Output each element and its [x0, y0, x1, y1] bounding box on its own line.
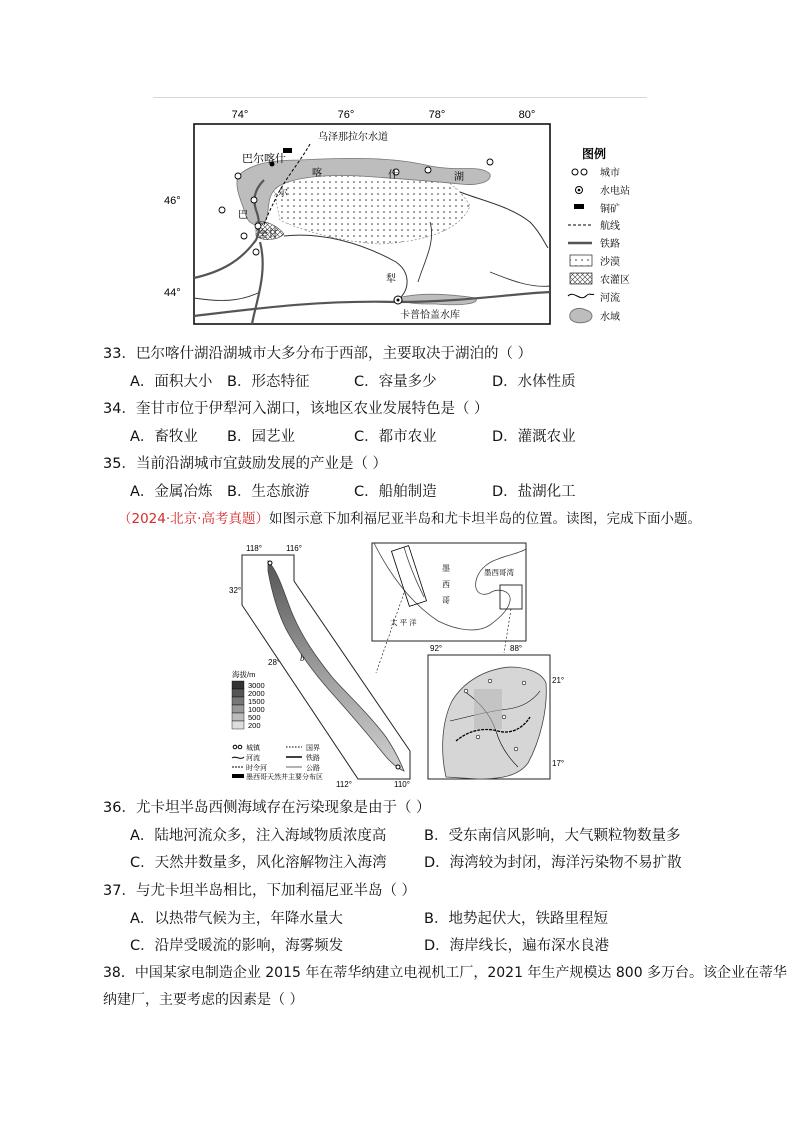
svg-text:21°: 21° [552, 676, 565, 685]
option[interactable]: C．船舶制造 [354, 484, 437, 500]
svg-text:河流: 河流 [600, 293, 620, 304]
svg-text:水电站: 水电站 [600, 186, 630, 197]
reservoir-label: 卡普恰盖水库 [400, 310, 460, 321]
option[interactable]: A．陆地河流众多，注入海域物质浓度高 [130, 828, 387, 844]
svg-text:哥: 哥 [442, 596, 450, 605]
svg-text:喀: 喀 [312, 168, 322, 179]
source-tag: （2024·北京·高考真题） [118, 511, 269, 527]
svg-text:3000: 3000 [248, 681, 265, 690]
lat-tick: 46° [164, 195, 181, 207]
option[interactable]: A．面积大小 [130, 374, 213, 390]
question-35: 35．当前沿湖城市宜鼓励发展的产业是（ ） [103, 456, 388, 472]
svg-text:西: 西 [442, 580, 450, 589]
option[interactable]: D．水体性质 [492, 374, 576, 390]
svg-text:湖: 湖 [454, 172, 464, 183]
svg-text:17°: 17° [552, 759, 565, 768]
elevation-title: 海拔/m [232, 670, 256, 679]
question-34: 34．奎甘市位于伊犁河入湖口，该地区农业发展特色是（ ） [103, 401, 489, 417]
question-36: 36．尤卡坦半岛西侧海域存在污染现象是由于（ ） [103, 800, 431, 816]
legend-title: 图例 [582, 147, 607, 161]
option[interactable]: A．金属冶炼 [130, 484, 213, 500]
svg-text:巴: 巴 [238, 210, 248, 221]
svg-text:水域: 水域 [600, 312, 620, 323]
option[interactable]: B．园艺业 [227, 429, 295, 445]
city-balkhash-label: 巴尔喀什 [242, 153, 286, 165]
svg-text:河流: 河流 [246, 755, 260, 762]
svg-text:32°: 32° [229, 586, 242, 595]
svg-text:铜矿: 铜矿 [600, 204, 620, 215]
svg-text:城市: 城市 [600, 168, 620, 179]
svg-text:铁路: 铁路 [306, 755, 320, 762]
question-37: 37．与尤卡坦半岛相比，下加利福尼亚半岛（ ） [103, 883, 417, 899]
svg-text:墨西哥天然井主要分布区: 墨西哥天然井主要分布区 [246, 774, 323, 781]
svg-text:墨: 墨 [442, 564, 450, 573]
svg-text:时令河: 时令河 [246, 765, 267, 772]
option[interactable]: B．生态旅游 [227, 484, 310, 500]
option[interactable]: A．畜牧业 [130, 429, 198, 445]
svg-text:110°: 110° [394, 780, 410, 789]
header-rule [153, 97, 647, 98]
option[interactable]: C．天然井数量多，风化溶解物注入海湾 [130, 855, 387, 871]
svg-text:航线: 航线 [600, 221, 620, 232]
option[interactable]: D．海岸线长，遍布深水良港 [424, 938, 610, 954]
svg-text:1000: 1000 [248, 705, 265, 714]
svg-text:犁: 犁 [386, 274, 396, 285]
svg-text:118°: 118° [246, 544, 262, 553]
svg-text:城镇: 城镇 [246, 745, 260, 752]
lon-tick: 80° [518, 109, 536, 121]
option[interactable]: B．受东南信风影响，大气颗粒物数量多 [424, 828, 681, 844]
svg-text:公路: 公路 [306, 765, 320, 772]
option[interactable]: B．形态特征 [227, 374, 310, 390]
b-label: b [300, 653, 305, 663]
source-line: （2024·北京·高考真题）如图示意下加利福尼亚半岛和尤卡坦半岛的位置。读图，完成下面小题。 [118, 511, 701, 527]
option[interactable]: D．盐湖化工 [492, 484, 576, 500]
channel-label: 乌泽那拉尔水道 [318, 132, 388, 143]
lon-tick: 78° [428, 109, 446, 121]
option[interactable]: C．沿岸受暖流的影响，海雾频发 [130, 938, 344, 954]
svg-text:116°: 116° [286, 544, 302, 553]
balkhash-map [160, 102, 640, 330]
question-33: 33．巴尔喀什湖沿湖城市大多分布于西部，主要取决于湖泊的（ ） [103, 346, 533, 362]
city-kuigan-label: 奎甘 [258, 229, 278, 240]
svg-text:国界: 国界 [306, 745, 320, 752]
svg-text:88°: 88° [510, 644, 523, 653]
svg-text:太 平 洋: 太 平 洋 [390, 618, 417, 627]
lat-tick: 44° [164, 287, 181, 299]
svg-text:112°: 112° [336, 780, 352, 789]
svg-text:沙漠: 沙漠 [600, 257, 620, 268]
lon-tick: 76° [337, 109, 355, 121]
svg-text:2000: 2000 [248, 689, 265, 698]
svg-text:尔: 尔 [278, 188, 288, 199]
svg-text:1500: 1500 [248, 697, 265, 706]
svg-text:200: 200 [248, 721, 261, 730]
question-38-cont: 纳建厂，主要考虑的因素是（ ） [103, 992, 304, 1008]
svg-text:28°: 28° [268, 658, 281, 667]
option[interactable]: B．地势起伏大，铁路里程短 [424, 911, 608, 927]
svg-text:500: 500 [248, 713, 261, 722]
svg-text:什: 什 [388, 170, 398, 181]
question-38: 38．中国某家电制造企业 2015 年在蒂华纳建立电视机工厂，2021 年生产规模达 800 多万台。该企业在蒂华 [103, 965, 788, 981]
option[interactable]: D．海湾较为封闭，海洋污染物不易扩散 [424, 855, 682, 871]
lon-tick: 74° [231, 109, 249, 121]
option[interactable]: C．容量多少 [354, 374, 437, 390]
option[interactable]: A．以热带气候为主，年降水量大 [130, 911, 343, 927]
svg-text:92°: 92° [430, 644, 443, 653]
option[interactable]: D．灌溉农业 [492, 429, 576, 445]
svg-text:铁路: 铁路 [600, 239, 620, 250]
svg-text:墨西哥湾: 墨西哥湾 [484, 568, 514, 577]
option[interactable]: C．都市农业 [354, 429, 437, 445]
svg-text:农灌区: 农灌区 [600, 275, 630, 286]
baja-yucatan-map [228, 541, 565, 792]
